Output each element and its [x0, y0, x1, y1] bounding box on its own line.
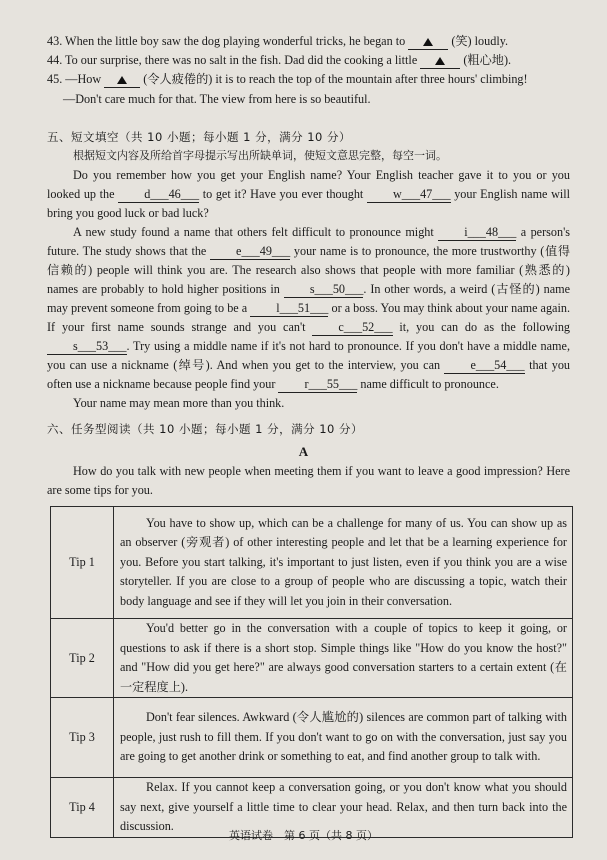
question-45: 45. —How (令人疲倦的) it is to reach the top of the mountain after three hours' climbing! — [47, 72, 528, 86]
blank-54[interactable]: e___54___ — [444, 358, 524, 374]
cloze-paragraph-2: A new study found a name that others felt difficult to pronounce might i___48___ a person's future. The study shows that the e___49___ your name is to pronounce, the more trustworthy (值得信赖的) people will think you are. The research also shows that people with more familiar (熟悉的) names are probably to hold higher positions in s___50___. In other words, a weird (古怪的) name may prevent someone from going to be a l___51___ or a boss. You may think about your name again. If your first name sounds strange and you can't c___52___ it, you can do as the following s___53___. Try using a middle name if it's not hard to pronounce. If you don't have a middle name, you can use a nickname (绰号). And when you get to the interview, you can e___54___ that you often use a nickname because people find your r___55___ name difficult to pronounce. — [47, 225, 571, 391]
table-row — [51, 698, 573, 778]
answer-blank[interactable] — [104, 72, 140, 88]
tip-label: Tip 1 — [51, 507, 114, 619]
blank-55[interactable]: r___55___ — [278, 377, 357, 393]
triangle-icon — [423, 38, 433, 46]
question-43: 43. When the little boy saw the dog playing wonderful tricks, he began to (笑) loudly. — [47, 34, 509, 48]
table-row — [51, 507, 573, 619]
table-row — [51, 619, 573, 698]
tip-text: Relax. If you cannot keep a conversation going, or you don't know what you should say next, give yourself a little time to clear your head. Relax, and then turn back into the discussion. — [120, 780, 567, 833]
answer-blank[interactable] — [420, 53, 460, 69]
question-44: 44. To our surprise, there was no salt in the fish. Dad did the cooking a little (粗心地). — [47, 53, 512, 67]
cloze-paragraph-1: Do you remember how you get your English name? Your English teacher gave it to you or you looked up the d___46___ to get it? Have you ever thought w___47___ your English name will bring you good luck or bad luck? — [47, 168, 571, 220]
tip-text: You have to show up, which can be a challenge for many of us. You can show up as an observer (旁观者) of other interesting people and let that be a learning experience for you. Before you start talking, it's important to just listen, even if you think you are a wise storyteller. If you are close to a group of people who are discussing a topic, watch their body language and see if they will let you join in their conversation. — [120, 515, 567, 608]
blank-49[interactable]: e___49___ — [210, 244, 290, 260]
answer-blank[interactable] — [408, 34, 448, 50]
cloze-paragraph-3: Your name may mean more than you think. — [73, 396, 285, 410]
blank-47[interactable]: w___47___ — [367, 187, 451, 203]
blank-52[interactable]: c___52___ — [312, 320, 392, 336]
section-5-instruction: 根据短文内容及所给首字母提示写出所缺单词，使短文意思完整，每空一词。 — [73, 149, 447, 162]
tip-text: You'd better go in the conversation with a couple of topics to keep it going, or questions to ask if there is a short stop. Simple things like "How do you know the host?" and "How did you get here?" are always good conversation starters to a certain extent (在一定程度上). — [120, 621, 567, 694]
blank-46[interactable]: d___46___ — [118, 187, 199, 203]
blank-51[interactable]: l___51___ — [250, 301, 328, 317]
blank-48[interactable]: i___48___ — [438, 225, 516, 241]
reading-intro: How do you talk with new people when meeting them if you want to leave a good impression? Here are some tips for you. — [47, 464, 570, 497]
question-45-reply: —Don't care much for that. The view from here is so beautiful. — [63, 92, 371, 106]
cloze-passage — [47, 166, 570, 413]
tip-text: Don't fear silences. Awkward (令人尴尬的) silences are common part of talking with people, just rush to fill them. If you don't want to go on with the conversation, just say you are going to get another drink or something to eat, and find another group to talk with. — [120, 710, 567, 764]
tip-label: Tip 4 — [51, 778, 114, 838]
blank-53[interactable]: s___53___ — [47, 339, 127, 355]
part-a-heading: A — [298, 444, 309, 459]
tip-label: Tip 2 — [51, 619, 114, 698]
tips-table — [50, 506, 573, 838]
triangle-icon — [117, 76, 127, 84]
section-5-title: 五、短文填空（共 10 小题；每小题 1 分，满分 10 分） — [47, 130, 352, 144]
tip-label: Tip 3 — [51, 698, 114, 778]
blank-50[interactable]: s___50___ — [284, 282, 364, 298]
section-6-title: 六、任务型阅读（共 10 小题；每小题 1 分，满分 10 分） — [47, 422, 364, 436]
page-footer: 英语试卷 第 6 页（共 8 页） — [229, 829, 378, 842]
triangle-icon — [435, 57, 445, 65]
